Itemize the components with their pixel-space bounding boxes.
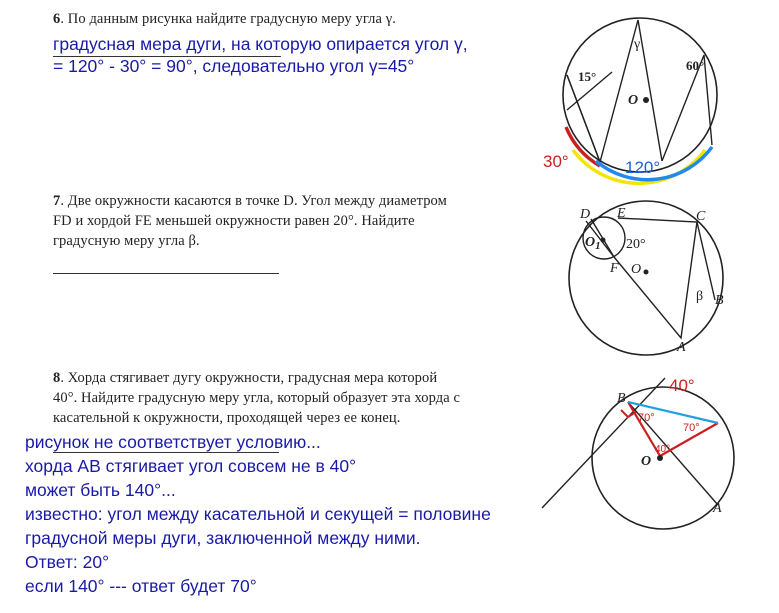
- problem-8-note-line-6: Ответ: 20°: [25, 552, 110, 572]
- p6-label-O: O: [628, 93, 639, 108]
- p7-label-B: B: [715, 293, 724, 308]
- p6-label-arc-30: 30°: [543, 152, 569, 171]
- p7-label-A: A: [677, 340, 686, 355]
- problem-6-note-line-1: градусная мера дуги, на которую опирается угол γ,: [53, 34, 468, 54]
- p6-label-arc-120: 120°: [625, 158, 661, 177]
- problem-7-number: 7: [53, 193, 61, 209]
- problem-8-text-line-3: касательной к окружности, проходящей через ее конец.: [53, 410, 401, 426]
- problem-6-text: . По данным рисунка найдите градусную меру угла γ.: [60, 11, 396, 27]
- p8-label-A: A: [713, 501, 722, 516]
- problem-8-number: 8: [53, 370, 61, 386]
- p6-label-gamma: γ: [634, 37, 641, 52]
- problem-7-text-line-3: градусную меру угла β.: [53, 233, 200, 249]
- problem-8-note-line-3: может быть 140°...: [25, 480, 176, 500]
- p8-label-O: O: [641, 454, 652, 469]
- problem-8-note-line-4: известно: угол между касательной и секущей = половине: [25, 504, 491, 524]
- problem-6-number: 6: [53, 11, 61, 27]
- p7-label-F: F: [610, 261, 619, 276]
- p7-label-O: O: [631, 262, 642, 277]
- p7-label-C: C: [696, 209, 706, 224]
- p8-tangent-line: [542, 378, 665, 508]
- p8-label-B: B: [617, 391, 626, 406]
- p8-label-40: 40°: [669, 376, 695, 395]
- p7-label-O1: $O_1$: [585, 235, 601, 252]
- problem-8-text-line-2: 40°. Найдите градусную меру угла, который образует эта хорда с: [53, 390, 461, 406]
- problem-8-note-line-1: рисунок не соответствует условию...: [25, 432, 321, 452]
- p6-label-60: 60°: [686, 58, 705, 73]
- p7-label-beta: β: [696, 289, 704, 304]
- p8-center-point: [657, 455, 663, 461]
- problem-6-note-line-2: = 120° - 30° = 90°, следовательно угол γ=45°: [53, 56, 415, 76]
- problem-7-text-line-1: . Две окружности касаются в точке D. Угол между диаметром: [60, 193, 447, 209]
- p8-label-70a: 70°: [638, 412, 655, 424]
- problem-8-note-line-5: градусной меры дуги, заключенной между ними.: [25, 528, 421, 548]
- problem-8-note-line-2: хорда АВ стягивает угол совсем не в 40°: [25, 456, 357, 476]
- p7-label-20: 20°: [626, 237, 646, 252]
- p8-label-70b: 70°: [683, 422, 700, 434]
- problem-8-text-line-1: . Хорда стягивает дугу окружности, градусная мера которой: [60, 370, 438, 386]
- problem-7-text-line-2: FD и хордой FE меньшей окружности равен 20°. Найдите: [53, 213, 415, 229]
- p8-label-40small: 40°: [655, 444, 671, 455]
- p7-label-E: E: [617, 206, 626, 221]
- p6-label-15: 15°: [578, 69, 597, 84]
- p7-label-D: D: [580, 207, 591, 222]
- problem-8-note-line-7: если 140° --- ответ будет 70°: [25, 576, 257, 596]
